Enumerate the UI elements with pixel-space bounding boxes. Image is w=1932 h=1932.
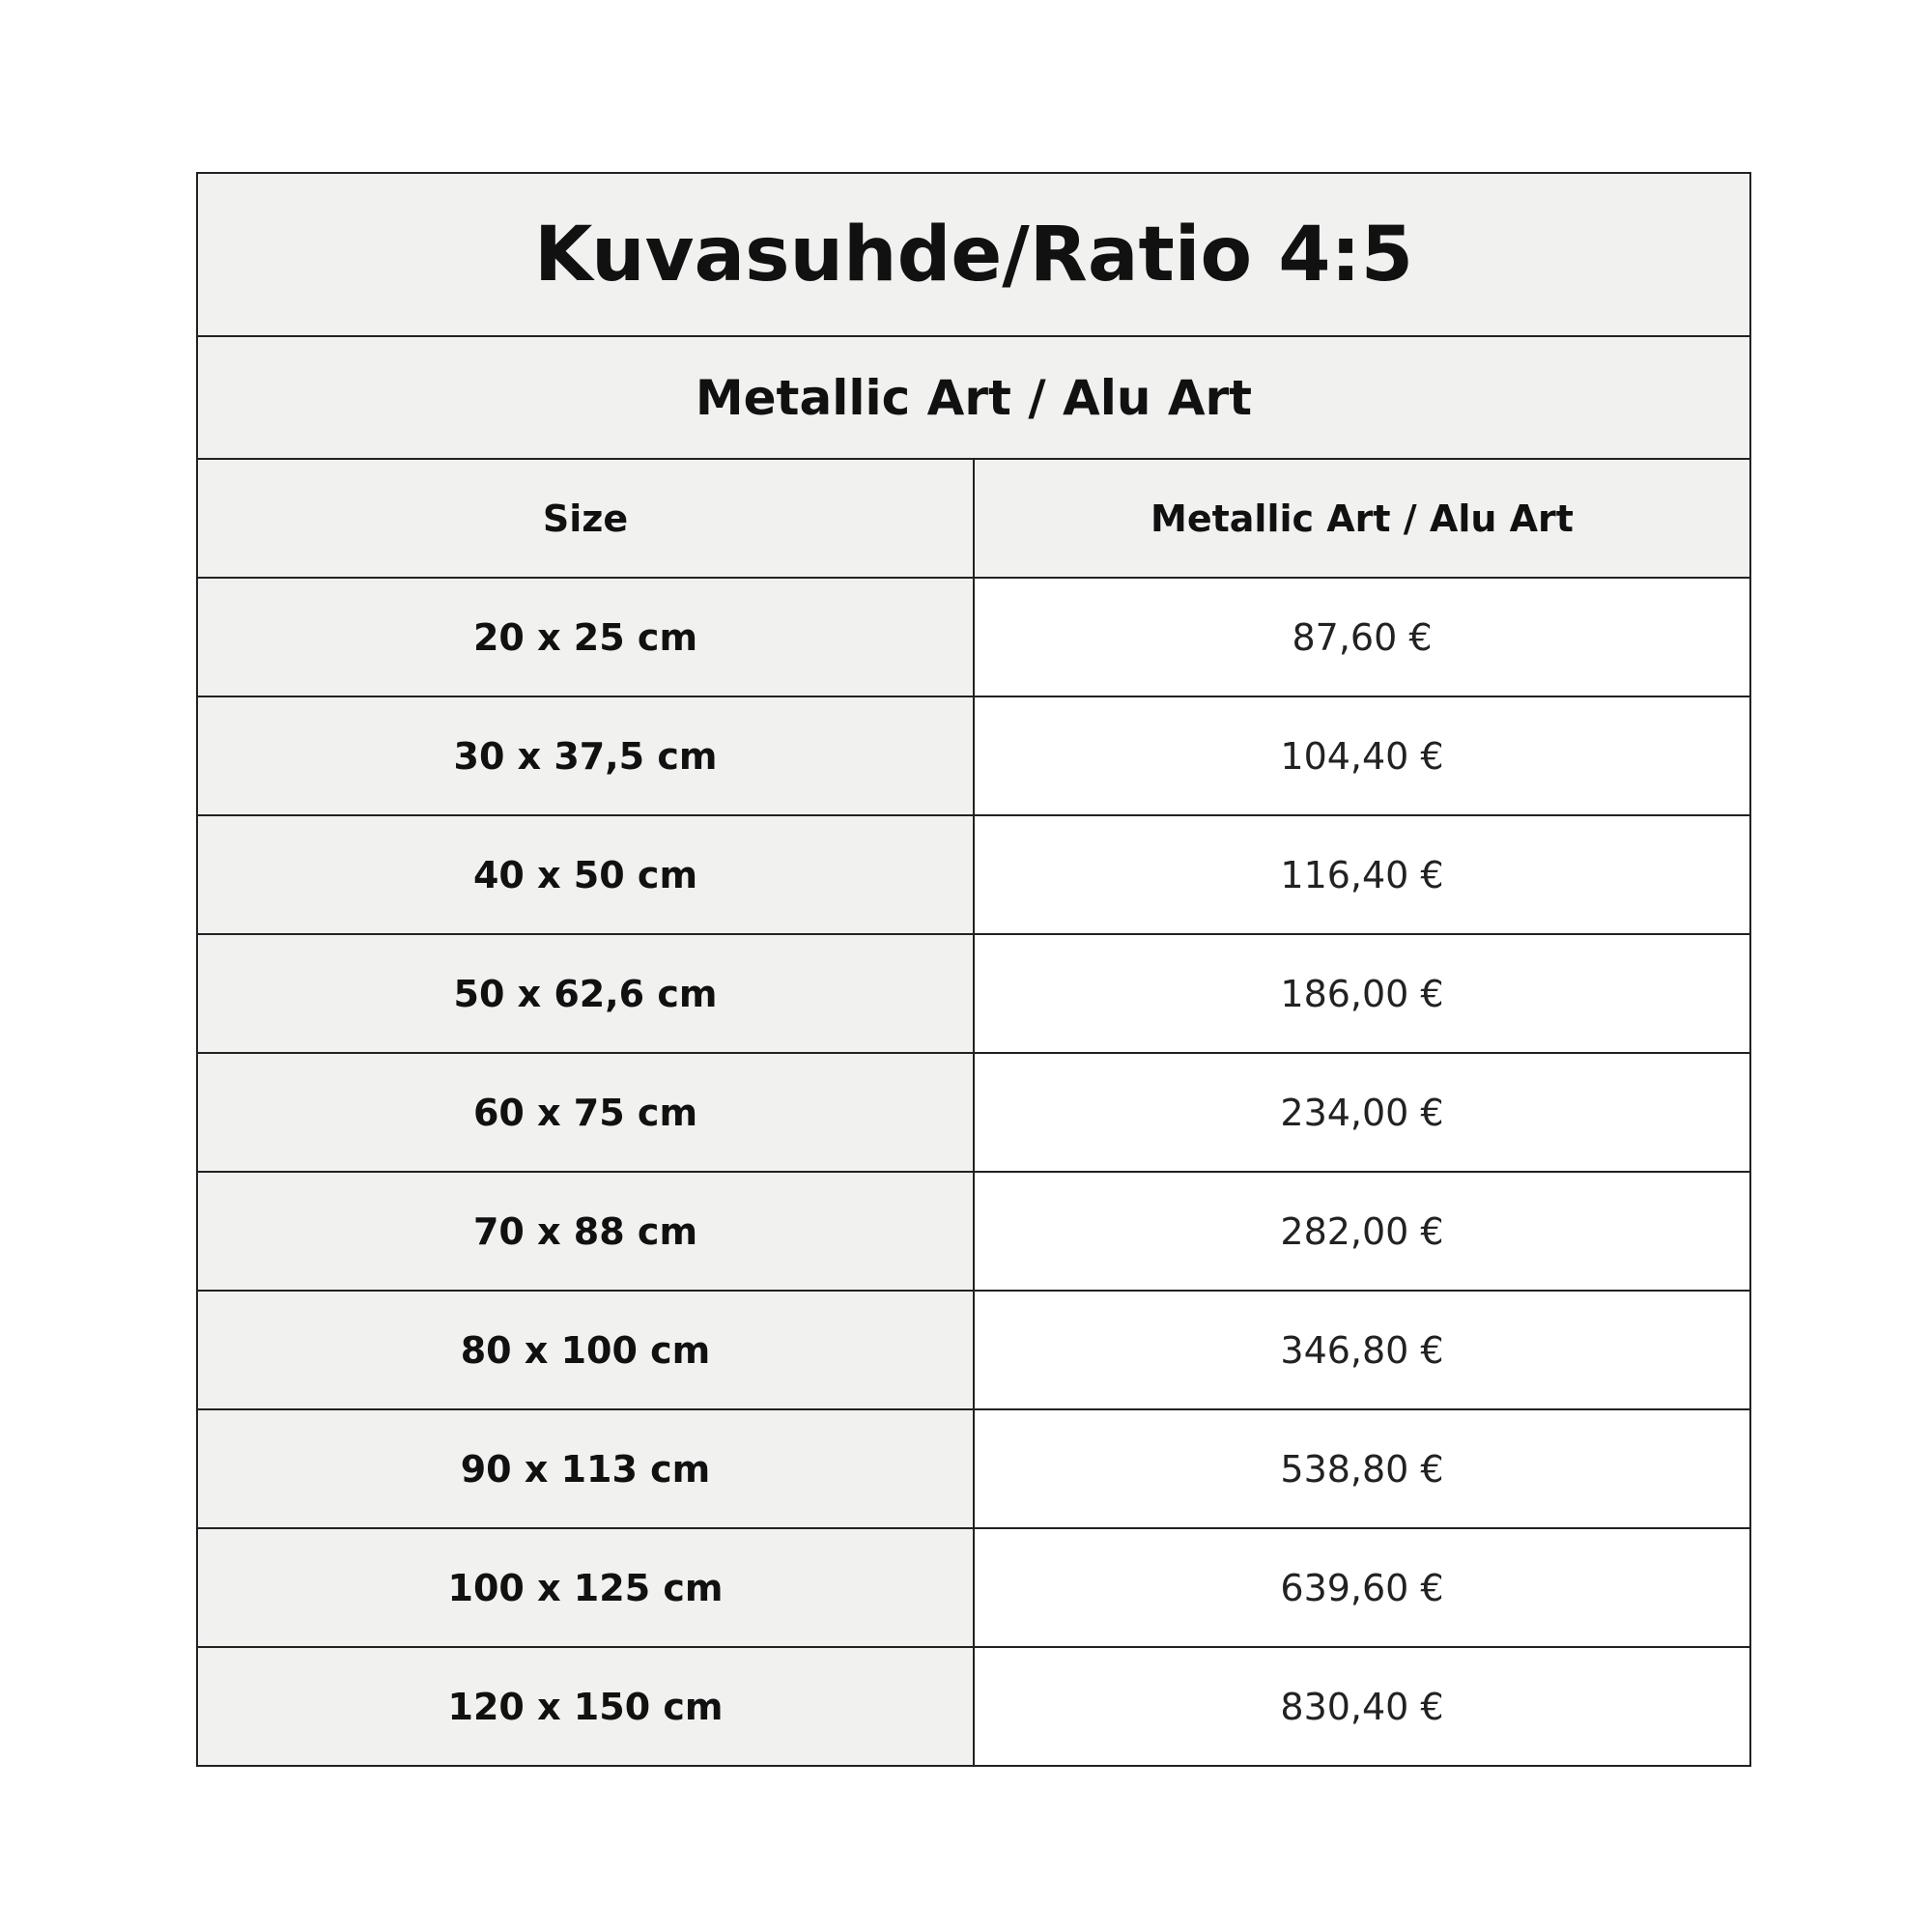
price-cell: 87,60 € <box>974 578 1750 696</box>
price-cell: 282,00 € <box>974 1172 1750 1291</box>
size-cell: 50 x 62,6 cm <box>197 934 974 1053</box>
size-cell: 40 x 50 cm <box>197 815 974 934</box>
table-subtitle: Metallic Art / Alu Art <box>197 336 1750 459</box>
table-row <box>197 1053 1750 1172</box>
size-cell: 20 x 25 cm <box>197 578 974 696</box>
price-cell: 639,60 € <box>974 1528 1750 1647</box>
size-cell: 90 x 113 cm <box>197 1409 974 1528</box>
table-row <box>197 1409 1750 1528</box>
price-cell: 538,80 € <box>974 1409 1750 1528</box>
table-title: Kuvasuhde/Ratio 4:5 <box>197 173 1750 336</box>
table-row <box>197 1291 1750 1409</box>
table-row <box>197 1528 1750 1647</box>
price-cell: 116,40 € <box>974 815 1750 934</box>
price-cell: 830,40 € <box>974 1647 1750 1766</box>
header-row <box>197 459 1750 578</box>
price-table <box>196 172 1751 1767</box>
header-price: Metallic Art / Alu Art <box>974 459 1750 578</box>
title-row <box>197 173 1750 336</box>
size-cell: 30 x 37,5 cm <box>197 696 974 815</box>
table-row <box>197 696 1750 815</box>
header-size: Size <box>197 459 974 578</box>
size-cell: 80 x 100 cm <box>197 1291 974 1409</box>
price-cell: 234,00 € <box>974 1053 1750 1172</box>
subtitle-row <box>197 336 1750 459</box>
size-cell: 60 x 75 cm <box>197 1053 974 1172</box>
table-row <box>197 934 1750 1053</box>
size-cell: 70 x 88 cm <box>197 1172 974 1291</box>
table-row <box>197 578 1750 696</box>
table-row <box>197 1647 1750 1766</box>
price-cell: 186,00 € <box>974 934 1750 1053</box>
size-cell: 120 x 150 cm <box>197 1647 974 1766</box>
table-row <box>197 815 1750 934</box>
size-cell: 100 x 125 cm <box>197 1528 974 1647</box>
table-row <box>197 1172 1750 1291</box>
price-cell: 346,80 € <box>974 1291 1750 1409</box>
price-cell: 104,40 € <box>974 696 1750 815</box>
